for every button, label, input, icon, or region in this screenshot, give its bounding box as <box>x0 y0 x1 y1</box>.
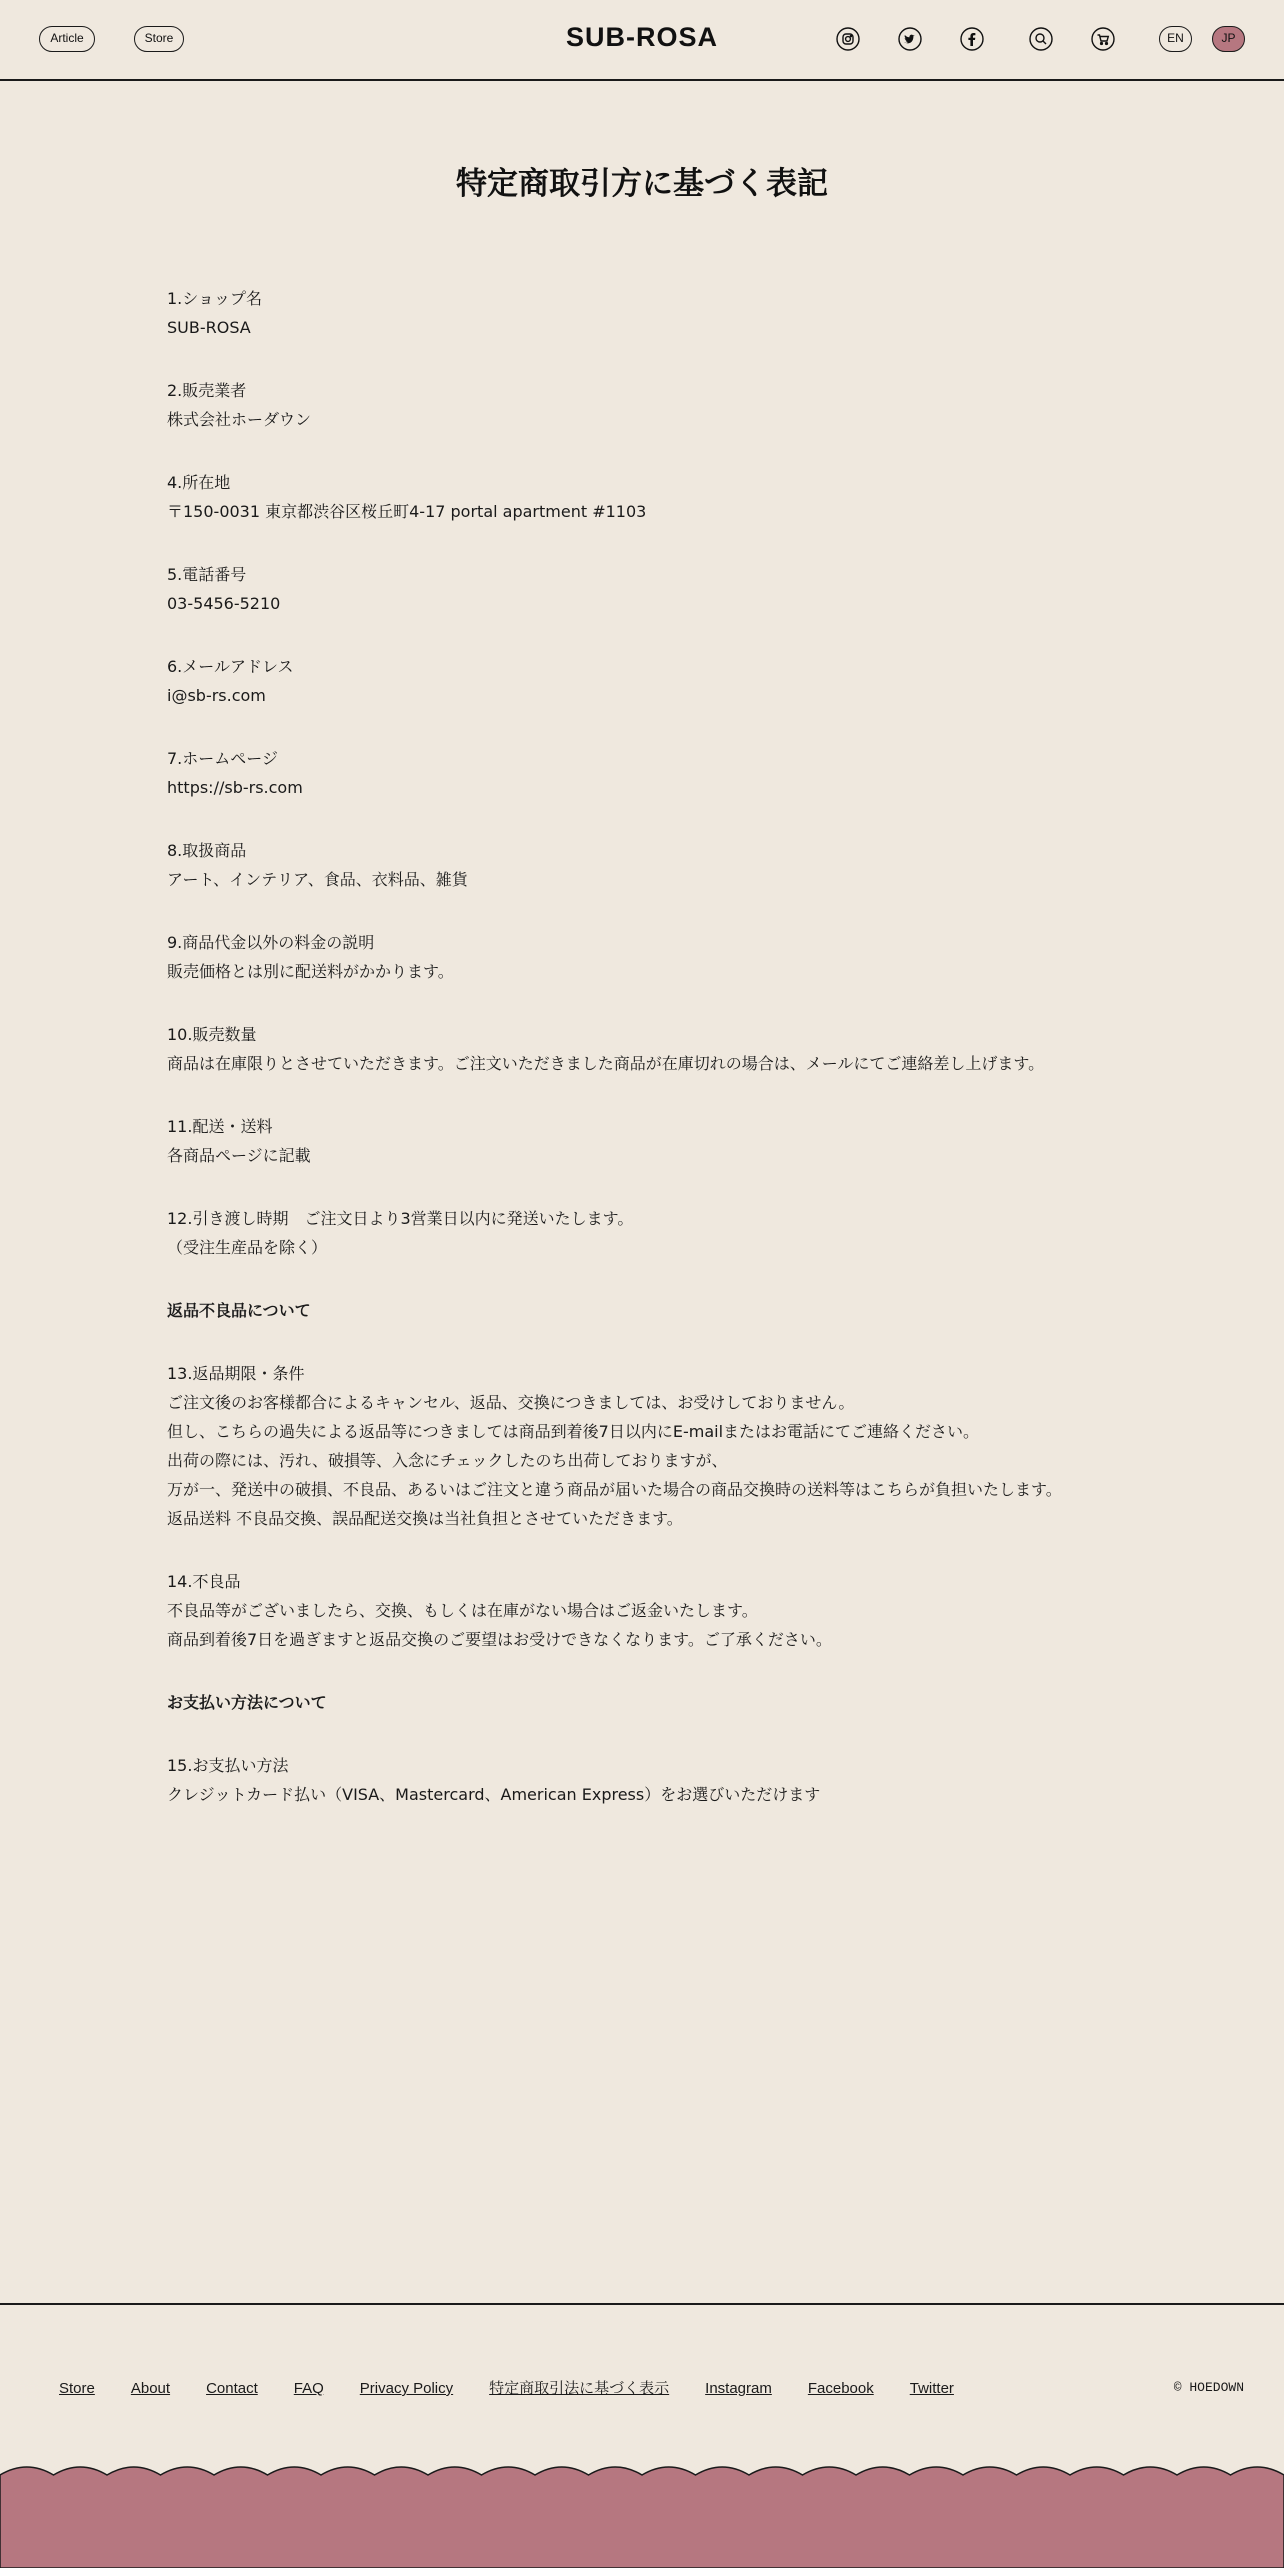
info-section <box>167 1751 1167 1809</box>
legal-content <box>167 284 1167 1843</box>
instagram-icon[interactable] <box>836 27 860 51</box>
cart-icon[interactable] <box>1091 27 1115 51</box>
section-value: （受注生産品を除く） <box>167 1238 328 1257</box>
section-heading-payment: お支払い方法について <box>167 1693 327 1712</box>
section-label: 9.商品代金以外の料金の説明 <box>167 933 375 952</box>
footer-wave-decoration <box>0 2465 1284 2568</box>
section-value: 販売価格とは別に配送料がかかります。 <box>167 962 454 981</box>
section-label: 5.電話番号 <box>167 565 247 584</box>
footer-link[interactable]: Instagram <box>705 2380 772 2397</box>
section-label: 10.販売数量 <box>167 1025 257 1044</box>
section-label: 13.返品期限・条件 <box>167 1364 305 1383</box>
info-section <box>167 928 1167 986</box>
search-icon[interactable] <box>1029 27 1053 51</box>
info-section <box>167 376 1167 434</box>
nav-article-button[interactable]: Article <box>39 26 95 52</box>
info-section <box>167 1204 1167 1262</box>
section-value: ご注文後のお客様都合によるキャンセル、返品、交換につきましては、お受けしておりません。 <box>167 1393 855 1412</box>
footer-link[interactable]: Contact <box>206 2380 258 2397</box>
lang-jp-button[interactable]: JP <box>1212 26 1245 52</box>
page-title: 特定商取引方に基づく表記 <box>456 166 828 202</box>
section-value: 但し、こちらの過失による返品等につきましては商品到着後7日以内にE-mailまたはお電話にてご連絡ください。 <box>167 1422 980 1441</box>
section-label: 15.お支払い方法 <box>167 1756 289 1775</box>
section-label: 6.メールアドレス <box>167 657 294 676</box>
section-value: 商品は在庫限りとさせていただきます。ご注文いただきました商品が在庫切れの場合は、メールにてご連絡差し上げます。 <box>167 1054 1045 1073</box>
twitter-icon[interactable] <box>898 27 922 51</box>
facebook-icon[interactable] <box>960 27 984 51</box>
section-value: https://sb-rs.com <box>167 778 303 797</box>
footer-link[interactable]: Facebook <box>807 2380 874 2397</box>
copyright: © HOEDOWN <box>1173 2380 1244 2395</box>
info-section <box>167 744 1167 802</box>
site-header <box>0 0 1284 81</box>
info-section <box>167 560 1167 618</box>
section-label: 7.ホームページ <box>167 749 278 768</box>
section-value: i@sb-rs.com <box>167 686 266 705</box>
section-label: 2.販売業者 <box>167 381 247 400</box>
section-label: 12.引き渡し時期 ご注文日より3営業日以内に発送いたします。 <box>167 1209 634 1228</box>
section-label: 4.所在地 <box>167 473 231 492</box>
section-heading-returns: 返品不良品について <box>167 1301 311 1320</box>
section-value: 各商品ページに記載 <box>167 1146 311 1165</box>
footer-divider <box>0 2303 1284 2305</box>
info-section <box>167 468 1167 526</box>
info-section <box>167 1567 1167 1654</box>
lang-en-button[interactable]: EN <box>1159 26 1192 52</box>
footer-link[interactable]: Store <box>59 2380 95 2397</box>
section-value: アート、インテリア、食品、衣料品、雑貨 <box>167 870 468 889</box>
info-section <box>167 652 1167 710</box>
section-value: クレジットカード払い（VISA、Mastercard、American Express）をお選びいただけます <box>167 1785 821 1804</box>
section-value: 万が一、発送中の破損、不良品、あるいはご注文と違う商品が届いた場合の商品交換時の送料等はこちらが負担いたします。 <box>167 1480 1062 1499</box>
section-value: 出荷の際には、汚れ、破損等、入念にチェックしたのち出荷しておりますが、 <box>167 1451 728 1470</box>
info-section <box>167 1020 1167 1078</box>
section-label: 8.取扱商品 <box>167 841 247 860</box>
section-value: 返品送料 不良品交換、誤品配送交換は当社負担とさせていただきます。 <box>167 1509 683 1528</box>
section-value: SUB-ROSA <box>167 318 251 337</box>
info-section <box>167 1359 1167 1533</box>
section-value: 不良品等がございましたら、交換、もしくは在庫がない場合はご返金いたします。 <box>167 1601 758 1620</box>
info-section <box>167 284 1167 342</box>
footer-link[interactable]: Privacy Policy <box>359 2380 454 2397</box>
footer-link[interactable]: FAQ <box>293 2380 324 2397</box>
footer-link[interactable]: Twitter <box>909 2380 954 2397</box>
footer-link[interactable]: About <box>130 2380 171 2397</box>
section-value: 商品到着後7日を過ぎますと返品交換のご要望はお受けできなくなります。ご了承ください。 <box>167 1630 832 1649</box>
site-logo[interactable]: SUB-ROSA <box>565 22 718 52</box>
info-section <box>167 1112 1167 1170</box>
section-value: 03-5456-5210 <box>167 594 281 613</box>
info-section <box>167 836 1167 894</box>
footer-link[interactable]: 特定商取引法に基づく表示 <box>489 2380 670 2397</box>
section-label: 1.ショップ名 <box>167 289 262 308</box>
section-value: 〒150-0031 東京都渋谷区桜丘町4-17 portal apartment #1103 <box>167 502 647 521</box>
nav-store-button[interactable]: Store <box>134 26 184 52</box>
section-value: 株式会社ホーダウン <box>167 410 312 429</box>
footer-nav <box>59 2377 990 2398</box>
section-label: 11.配送・送料 <box>167 1117 273 1136</box>
section-label: 14.不良品 <box>167 1572 241 1591</box>
